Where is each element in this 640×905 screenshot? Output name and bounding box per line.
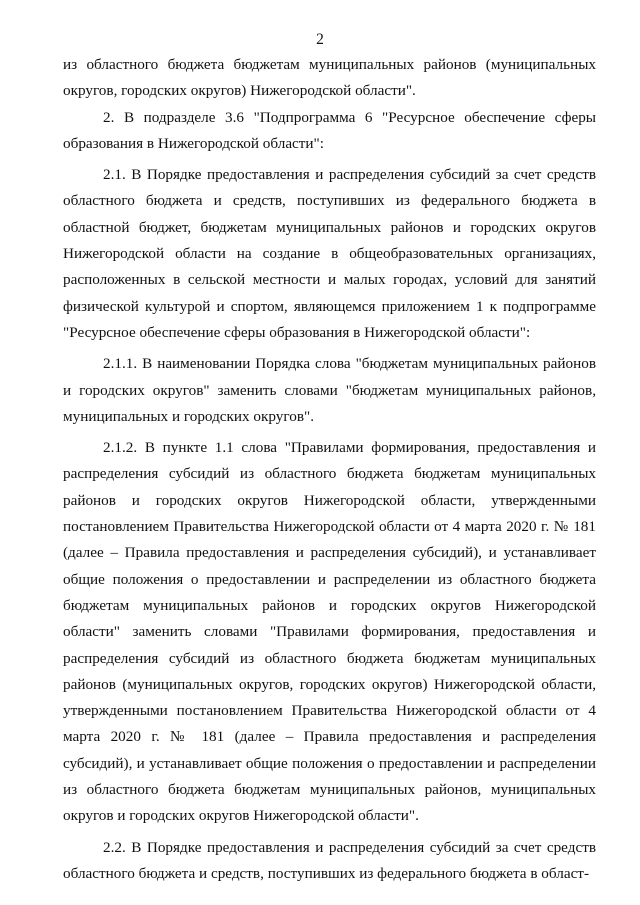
page-number: 2 [316, 31, 324, 48]
paragraph-continuation: из областного бюджета бюджетам муниципальных районов (муниципальных округов, городских округов) Нижегородской области". [63, 56, 596, 100]
paragraph-item-2-1-2: 2.1.2. В пункте 1.1 слова "Правилами формирования, предоставления и распределения субсидий из областного бюджета бюджетам муниципальных районов и городских округов Нижегородской области, утвержденными постановлением Правительства Нижегородской области от 4 марта 2020 г. № 181 (далее – Правила предоставления и распределения субсидий), и устанавливает общие положения о предоставлении и распределении из областного бюджета бюджетам муниципальных районов и городских округов Нижегородской области" заменить словами "Правилами формирования, предоставления и распределения субсидий из областного бюджета бюджетам муниципальных районов (муниципальных округов, городских округов) Нижегородской области, утвержденными постановлением Правительства Нижегородской области от 4 марта 2020 г. № 181 (далее – Правила предоставления и распределения субсидий), и устанавливает общие положения о предоставлении и распределении из областного бюджета бюджетам муниципальных районов, муниципальных округов и городских округов Нижегородской области". [63, 439, 596, 825]
paragraph-item-2: 2. В подразделе 3.6 "Подпрограмма 6 "Ресурсное обеспечение сферы образования в Нижегородской области": [63, 108, 596, 152]
paragraph-item-2-1: 2.1. В Порядке предоставления и распределения субсидий за счет средств областного бюджета и средств, поступивших из федерального бюджета в областной бюджет, бюджетам муниципальных районов и городских округов Нижегородской области на создание в общеобразовательных организациях, расположенных в сельской местности и малых городах, условий для занятий физической культурой и спортом, являющемся приложением 1 к подпрограмме "Ресурсное обеспечение сферы образования в Нижегородской области": [63, 166, 596, 341]
paragraph-item-2-1-1: 2.1.1. В наименовании Порядка слова "бюджетам муниципальных районов и городских округов" заменить словами "бюджетам муниципальных районов, муниципальных и городских округов". [63, 355, 596, 425]
paragraph-item-2-2: 2.2. В Порядке предоставления и распределения субсидий за счет средств областного бюджета и средств, поступивших из федерального бюджета в област- [63, 838, 596, 882]
document-body [63, 52, 596, 887]
